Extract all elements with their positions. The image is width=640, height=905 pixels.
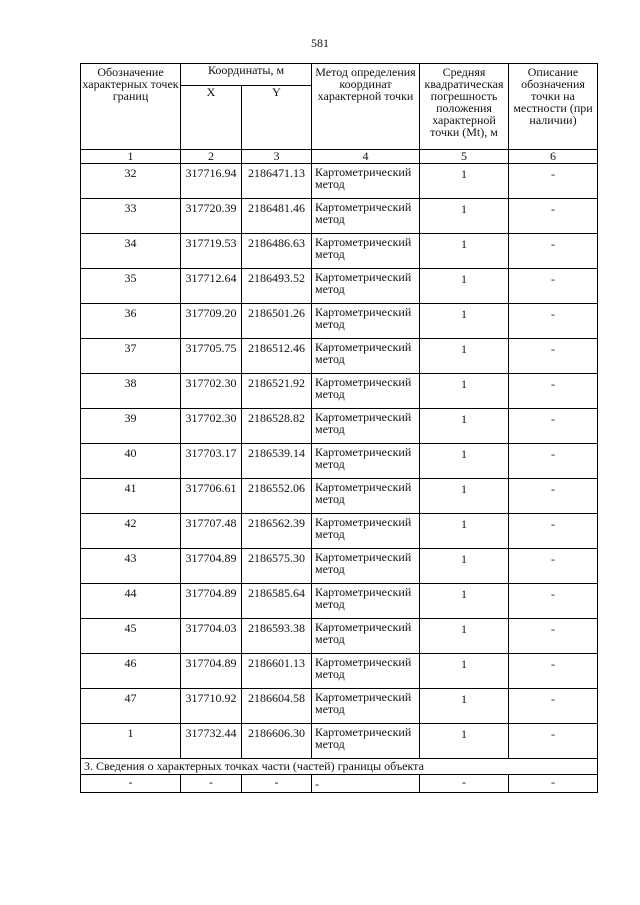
point-number: 37 [81, 339, 181, 374]
point-number: 46 [81, 654, 181, 689]
point-number: 36 [81, 304, 181, 339]
coord-x: 317703.17 [181, 444, 242, 479]
coord-x: 317732.44 [181, 724, 242, 759]
method-cell: Картометрический метод [312, 374, 420, 409]
coord-x: 317702.30 [181, 409, 242, 444]
description-cell: - [509, 199, 598, 234]
table-row [81, 409, 598, 444]
coord-y: 2186575.30 [242, 549, 312, 584]
coord-y: 2186604.58 [242, 689, 312, 724]
point-number: 40 [81, 444, 181, 479]
header-method: Метод определения координат характерной точки [312, 64, 420, 150]
coord-y: 2186552.06 [242, 479, 312, 514]
error-cell: 1 [420, 514, 509, 549]
description-cell: - [509, 269, 598, 304]
table-row [81, 584, 598, 619]
method-cell: Картометрический метод [312, 269, 420, 304]
table-row [81, 339, 598, 374]
description-cell: - [509, 724, 598, 759]
coord-x: 317712.64 [181, 269, 242, 304]
coord-y: 2186585.64 [242, 584, 312, 619]
table-row [81, 654, 598, 689]
column-number: 6 [509, 150, 598, 164]
error-cell: 1 [420, 444, 509, 479]
coord-y: 2186512.46 [242, 339, 312, 374]
error-cell: 1 [420, 374, 509, 409]
point-number: 44 [81, 584, 181, 619]
header-description: Описание обозначения точки на местности (при наличии) [509, 64, 598, 150]
point-number: 42 [81, 514, 181, 549]
coord-x: 317702.30 [181, 374, 242, 409]
coord-x: 317705.75 [181, 339, 242, 374]
coord-y: 2186486.63 [242, 234, 312, 269]
method-cell: Картометрический метод [312, 199, 420, 234]
method-cell: Картометрический метод [312, 164, 420, 199]
method-cell: Картометрический метод [312, 339, 420, 374]
column-number: 5 [420, 150, 509, 164]
description-cell: - [509, 689, 598, 724]
coord-y: 2186501.26 [242, 304, 312, 339]
point-number: 35 [81, 269, 181, 304]
point-number: 47 [81, 689, 181, 724]
description-cell: - [509, 304, 598, 339]
table-row [81, 689, 598, 724]
description-cell: - [509, 654, 598, 689]
description-cell: - [509, 339, 598, 374]
section3-cell: - [509, 775, 598, 793]
method-cell: Картометрический метод [312, 444, 420, 479]
coord-y: 2186521.92 [242, 374, 312, 409]
description-cell: - [509, 409, 598, 444]
point-number: 43 [81, 549, 181, 584]
point-number: 38 [81, 374, 181, 409]
header-x: X [181, 86, 242, 150]
column-number: 2 [181, 150, 242, 164]
method-cell: Картометрический метод [312, 724, 420, 759]
method-cell: Картометрический метод [312, 584, 420, 619]
page-number: 581 [311, 36, 329, 50]
table-row [81, 199, 598, 234]
error-cell: 1 [420, 689, 509, 724]
error-cell: 1 [420, 654, 509, 689]
point-number: 34 [81, 234, 181, 269]
method-cell: Картометрический метод [312, 514, 420, 549]
coord-y: 2186539.14 [242, 444, 312, 479]
section3-cell: - [181, 775, 242, 793]
point-number: 33 [81, 199, 181, 234]
table-row [81, 549, 598, 584]
description-cell: - [509, 514, 598, 549]
error-cell: 1 [420, 619, 509, 654]
method-cell: Картометрический метод [312, 619, 420, 654]
coord-x: 317704.89 [181, 549, 242, 584]
coord-y: 2186593.38 [242, 619, 312, 654]
table-row [81, 514, 598, 549]
description-cell: - [509, 164, 598, 199]
description-cell: - [509, 234, 598, 269]
header-coordinates: Координаты, м [181, 64, 312, 86]
coord-x: 317719.53 [181, 234, 242, 269]
coord-y: 2186493.52 [242, 269, 312, 304]
table-row [81, 269, 598, 304]
coord-x: 317704.03 [181, 619, 242, 654]
points-table-body [81, 164, 598, 759]
coord-y: 2186528.82 [242, 409, 312, 444]
error-cell: 1 [420, 269, 509, 304]
table-row [81, 374, 598, 409]
coord-y: 2186471.13 [242, 164, 312, 199]
description-cell: - [509, 619, 598, 654]
column-number: 1 [81, 150, 181, 164]
error-cell: 1 [420, 234, 509, 269]
table-row [81, 479, 598, 514]
point-number: 45 [81, 619, 181, 654]
section3-cell: - [81, 775, 181, 793]
method-cell: Картометрический метод [312, 234, 420, 269]
description-cell: - [509, 584, 598, 619]
description-cell: - [509, 549, 598, 584]
section3-cell: - [420, 775, 509, 793]
points-table [80, 63, 598, 793]
section3-cell: - [242, 775, 312, 793]
error-cell: 1 [420, 584, 509, 619]
coord-x: 317704.89 [181, 654, 242, 689]
table-row [81, 724, 598, 759]
table-row [81, 619, 598, 654]
description-cell: - [509, 479, 598, 514]
header-point-designation: Обозначение характерных точек границ [81, 64, 181, 150]
table-row [81, 304, 598, 339]
table-row [81, 234, 598, 269]
error-cell: 1 [420, 304, 509, 339]
point-number: 32 [81, 164, 181, 199]
header-y: Y [242, 86, 312, 150]
coord-x: 317704.89 [181, 584, 242, 619]
error-cell: 1 [420, 164, 509, 199]
header-error: Средняя квадратическая погрешность положения характерной точки (Mt), м [420, 64, 509, 150]
table-row [81, 164, 598, 199]
point-number: 39 [81, 409, 181, 444]
description-cell: - [509, 374, 598, 409]
coord-x: 317716.94 [181, 164, 242, 199]
method-cell: Картометрический метод [312, 654, 420, 689]
error-cell: 1 [420, 724, 509, 759]
coord-x: 317707.48 [181, 514, 242, 549]
error-cell: 1 [420, 199, 509, 234]
method-cell: Картометрический метод [312, 409, 420, 444]
column-number: 4 [312, 150, 420, 164]
method-cell: Картометрический метод [312, 479, 420, 514]
error-cell: 1 [420, 339, 509, 374]
coord-x: 317720.39 [181, 199, 242, 234]
coord-y: 2186601.13 [242, 654, 312, 689]
point-number: 41 [81, 479, 181, 514]
coord-x: 317709.20 [181, 304, 242, 339]
section3-cell: - [312, 775, 420, 793]
table-row [81, 444, 598, 479]
coord-y: 2186606.30 [242, 724, 312, 759]
error-cell: 1 [420, 409, 509, 444]
method-cell: Картометрический метод [312, 304, 420, 339]
description-cell: - [509, 444, 598, 479]
method-cell: Картометрический метод [312, 549, 420, 584]
error-cell: 1 [420, 479, 509, 514]
coord-x: 317706.61 [181, 479, 242, 514]
coord-x: 317710.92 [181, 689, 242, 724]
section3-title: 3. Сведения о характерных точках части (частей) границы объекта [81, 759, 598, 775]
point-number: 1 [81, 724, 181, 759]
error-cell: 1 [420, 549, 509, 584]
method-cell: Картометрический метод [312, 689, 420, 724]
coord-y: 2186562.39 [242, 514, 312, 549]
column-number: 3 [242, 150, 312, 164]
coord-y: 2186481.46 [242, 199, 312, 234]
